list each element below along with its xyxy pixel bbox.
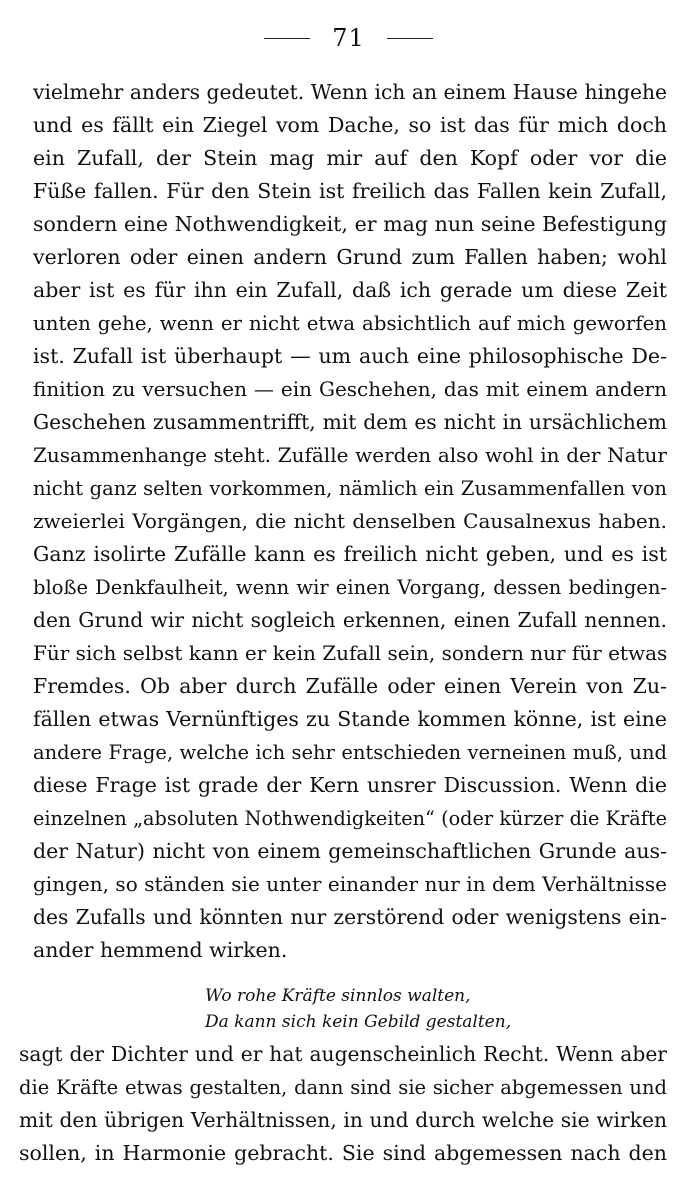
verse-line: Da kann sich kein Gebild gestalten, bbox=[205, 1012, 512, 1032]
text-line: unten gehe, wenn er nicht etwa absichtlich auf mich geworfen bbox=[33, 312, 667, 335]
text-line: ander hemmend wirken. bbox=[33, 938, 288, 962]
verse-line: Wo rohe Kräfte sinnlos walten, bbox=[205, 986, 471, 1006]
text-line: ist. Zufall ist überhaupt — um auch eine philosophische De- bbox=[33, 344, 667, 368]
text-line: fällen etwas Vernünftiges zu Stande kommen könne, ist eine bbox=[33, 707, 667, 731]
text-line: einzelnen „absoluten Nothwendigkeiten“ (oder kürzer die Kräfte bbox=[33, 807, 667, 830]
header-rule-left bbox=[264, 38, 310, 39]
verse-quotation bbox=[205, 983, 585, 1035]
text-line: sagt der Dichter und er hat augenscheinlich Recht. Wenn aber bbox=[19, 1042, 667, 1066]
text-line: zweierlei Vorgängen, die nicht denselben Causalnexus haben. bbox=[33, 509, 667, 533]
text-line: aber ist es für ihn ein Zufall, daß ich gerade um diese Zeit bbox=[33, 278, 667, 302]
text-line: des Zufalls und könnten nur zerstörend oder wenigstens ein- bbox=[33, 905, 667, 929]
text-line: finition zu versuchen — ein Geschehen, das mit einem andern bbox=[33, 377, 667, 401]
header-rule-right bbox=[387, 38, 433, 39]
text-line: den Grund wir nicht sogleich erkennen, einen Zufall nennen. bbox=[33, 608, 667, 632]
text-line: mit den übrigen Verhältnissen, in und durch welche sie wirken bbox=[19, 1108, 667, 1132]
page-number: 71 bbox=[332, 24, 365, 52]
text-line: vielmehr anders gedeutet. Wenn ich an einem Hause hingehe bbox=[33, 80, 667, 104]
text-line: sondern eine Nothwendigkeit, er mag nun seine Befestigung bbox=[33, 212, 667, 236]
text-line: verloren oder einen andern Grund zum Fallen haben; wohl bbox=[33, 245, 667, 269]
text-line: der Natur) nicht von einem gemeinschaftlichen Grunde aus- bbox=[33, 839, 667, 863]
text-line: Geschehen zusammentrifft, mit dem es nicht in ursächlichem bbox=[33, 410, 667, 434]
text-line: diese Frage ist grade der Kern unsrer Discussion. Wenn die bbox=[33, 773, 667, 797]
text-line: sollen, in Harmonie gebracht. Sie sind abgemessen nach den bbox=[19, 1141, 667, 1165]
text-line: ein Zufall, der Stein mag mir auf den Kopf oder vor die bbox=[33, 146, 667, 170]
text-line: Ganz isolirte Zufälle kann es freilich nicht geben, und es ist bbox=[33, 542, 667, 566]
text-line: nicht ganz selten vorkommen, nämlich ein Zusammenfallen von bbox=[33, 477, 667, 500]
text-line: die Kräfte etwas gestalten, dann sind sie sicher abgemessen und bbox=[19, 1076, 667, 1099]
closing-paragraph bbox=[19, 1038, 667, 1170]
page-header bbox=[0, 20, 697, 56]
text-line: Zusammenhange steht. Zufälle werden also wohl in der Natur bbox=[33, 443, 667, 467]
text-line: gingen, so ständen sie unter einander nur in dem Verhältnisse bbox=[33, 872, 667, 896]
text-line: Fremdes. Ob aber durch Zufälle oder einen Verein von Zu- bbox=[33, 674, 667, 698]
text-line: andere Frage, welche ich sehr entschieden verneinen muß, und bbox=[33, 741, 667, 764]
main-paragraph bbox=[33, 76, 667, 967]
text-line: bloße Denkfaulheit, wenn wir einen Vorgang, dessen bedingen- bbox=[33, 576, 667, 599]
text-line: Für sich selbst kann er kein Zufall sein, sondern nur für etwas bbox=[33, 641, 668, 665]
text-line: Füße fallen. Für den Stein ist freilich das Fallen kein Zufall, bbox=[33, 179, 667, 203]
text-line: und es fällt ein Ziegel vom Dache, so ist das für mich doch bbox=[33, 113, 667, 137]
